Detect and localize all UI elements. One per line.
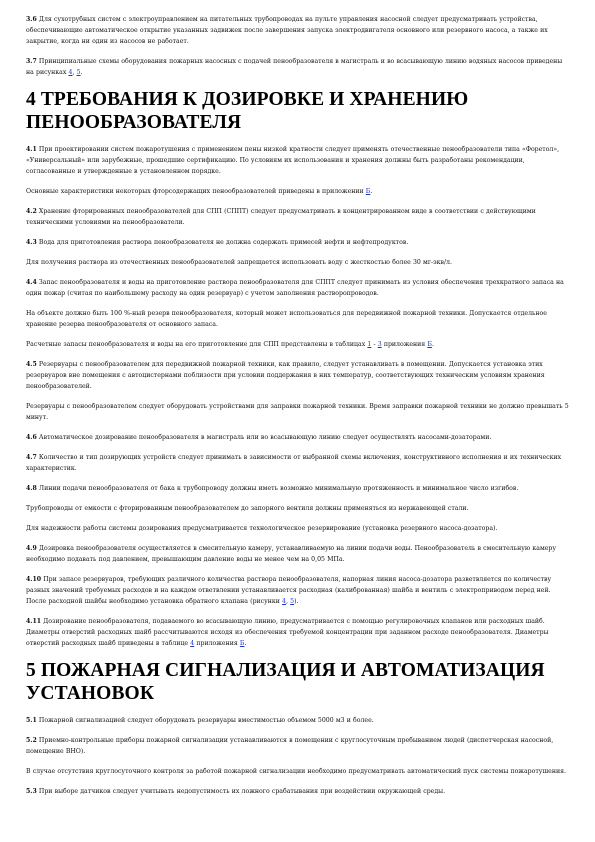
paragraph bbox=[26, 523, 569, 534]
paragraph-text: Дозирование пенообразователя, подаваемого во всасывающую линию, предусматривается с помощью регулировочных клапанов или расходных шайб. Диаметры отверстий расходных шайб рассчитываются исходя из обеспечения требуемой концентрации при заданном расходе пенообразователя. Диаметры отверстий расходных шайб приведены в таблице bbox=[26, 618, 549, 647]
section-heading-4: 4 ТРЕБОВАНИЯ К ДОЗИРОВКЕ И ХРАНЕНИЮ ПЕНООБРАЗОВАТЕЛЯ bbox=[26, 89, 469, 133]
clause-number: 4.3 bbox=[26, 239, 37, 246]
paragraph bbox=[26, 616, 569, 649]
paragraph bbox=[26, 56, 569, 78]
clause-number: 3.7 bbox=[26, 58, 37, 65]
reference-link[interactable]: 1 bbox=[367, 341, 372, 348]
clause-number: 4.10 bbox=[26, 576, 42, 583]
separator-text: , bbox=[285, 598, 291, 605]
paragraph-text: Количество и тип дозирующих устройств следует принимать в зависимости от выбранной схемы включения, конструктивного исполнения и их технических характеристик. bbox=[26, 454, 562, 472]
paragraph-text: . bbox=[370, 188, 373, 195]
paragraph-text: Автоматическое дозирование пенообразователя в магистраль или во всасывающую линию следует осуществлять насосами-дозаторами. bbox=[36, 434, 492, 441]
paragraph bbox=[26, 432, 569, 443]
separator-text: - bbox=[371, 341, 378, 348]
paragraph bbox=[26, 339, 569, 350]
paragraph bbox=[26, 574, 569, 607]
paragraph bbox=[26, 277, 569, 299]
paragraph-text: При проектировании систем пожаротушения с применением пены низкой кратности следует применять отечественные пенообразователи типа «Форетол», «Универсальный» или зарубежные, прошедшие сертификацию. По условиям их использования и хранения должны быть разработаны рекомендации, согласованные и утвержденные в установленном порядке. bbox=[26, 146, 560, 175]
clause-number: 5.3 bbox=[26, 788, 37, 795]
paragraph-text: При запасе резервуаров, требующих различного количества раствора пенообразователя, напорная линия насоса-дозатора разветвляется по количеству разных значений требуемых расходов и на каждом ответвлении устанавливается расходная (калиброванная) шайба и вентиль с электроприводом перед ней. После расходной шайбы необходимо установка обратного клапана (рисунки bbox=[26, 576, 552, 605]
paragraph bbox=[26, 735, 569, 757]
separator-text: , bbox=[72, 69, 77, 76]
reference-link[interactable]: 4 bbox=[282, 598, 286, 605]
reference-link[interactable]: 5 bbox=[76, 69, 81, 76]
paragraph-text: . bbox=[80, 69, 83, 76]
paragraph bbox=[26, 401, 569, 423]
paragraph-text: Для получения раствора из отечественных пенообразователей запрещается использовать воду с жесткостью более 30 мг-экв/л. bbox=[26, 259, 452, 266]
reference-link[interactable]: 4 bbox=[68, 69, 73, 76]
clause-number: 4.11 bbox=[26, 618, 42, 625]
clause-number: 4.9 bbox=[26, 545, 37, 552]
paragraph bbox=[26, 237, 569, 248]
paragraph-text: Для надежности работы системы дозирования предусматривается технологическое резервирование (установка резервного насоса-дозатора). bbox=[26, 525, 498, 532]
paragraph-text: приложения bbox=[381, 341, 428, 348]
paragraph-text: Хранение фторированных пенообразователей для СПП (СППТ) следует предусматривать в концентрированном виде в соответствии с действующими техническими условиями на пенообразователи. bbox=[26, 208, 536, 226]
paragraph-text: . bbox=[431, 341, 434, 348]
paragraph bbox=[26, 483, 569, 494]
paragraph-text: Линии подачи пенообразователя от бака к трубопроводу должны иметь возможно минимальную протяженность и минимальное число изгибов. bbox=[36, 485, 519, 492]
clause-number: 4.1 bbox=[26, 146, 37, 153]
paragraph bbox=[26, 144, 569, 177]
paragraph bbox=[26, 786, 569, 797]
paragraph-text: ). bbox=[294, 598, 299, 605]
reference-link[interactable]: 5 bbox=[290, 598, 295, 605]
paragraph-text: Трубопроводы от емкости с фторированным пенообразователем до запорного вентиля должны применяться из нержавеющей стали. bbox=[26, 505, 469, 512]
paragraph-text: . bbox=[244, 640, 247, 647]
paragraph bbox=[26, 206, 569, 228]
paragraph-text: Для сухотрубных систем с электроуправлением на питательных трубопроводах на пульте управления насосной следует предусматривать устройства, обеспечивающие автоматическое открытие указанных задвижек после завершения запуска электродвигателя основного или резервного насоса, а также их закрытие, когда ни один из насосов не работает. bbox=[26, 16, 548, 45]
paragraph bbox=[26, 452, 569, 474]
paragraph bbox=[26, 308, 569, 330]
reference-link[interactable]: 3 bbox=[377, 341, 382, 348]
paragraph-text: Приемно-контрольные приборы пожарной сигнализации устанавливаются в помещении с круглосуточным пребыванием людей (диспетчерская насосной, помещение ВНО). bbox=[26, 737, 554, 755]
clause-number: 5.1 bbox=[26, 717, 37, 724]
reference-link[interactable]: Б bbox=[427, 341, 432, 348]
clause-number: 4.7 bbox=[26, 454, 37, 461]
paragraph bbox=[26, 543, 569, 565]
reference-link[interactable]: Б bbox=[365, 188, 371, 195]
clause-number: 4.2 bbox=[26, 208, 37, 215]
paragraph-text: Пожарной сигнализацией следует оборудовать резервуары вместимостью объемом 5000 м3 и более. bbox=[36, 717, 374, 724]
paragraph bbox=[26, 257, 569, 268]
section-heading-5: 5 ПОЖАРНАЯ СИГНАЛИЗАЦИЯ И АВТОМАТИЗАЦИЯ УСТАНОВОК bbox=[26, 660, 545, 704]
paragraph bbox=[26, 766, 569, 777]
paragraph-text: В случае отсутствия круглосуточного контроля за работой пожарной сигнализации необходимо предусматривать автоматический пуск системы пожаротушения. bbox=[26, 768, 566, 775]
paragraph-text: При выборе датчиков следует учитывать недопустимость их ложного срабатывания при воздействии окружающей среды. bbox=[36, 788, 446, 795]
paragraph-text: Расчетные запасы пенообразователя и воды на его приготовление для СПП представлены в таблицах bbox=[26, 341, 368, 348]
clause-number: 3.6 bbox=[26, 16, 37, 23]
paragraph-text: приложения bbox=[194, 640, 240, 647]
paragraph bbox=[26, 359, 569, 392]
paragraph-text: Дозировка пенообразователя осуществляется в смесительную камеру, устанавливаемую на линии подачи воды. Пенообразователь в смесительную камеру необходимо подавать под давлением, превышающим давление воды не менее чем на 0,05 МПа. bbox=[26, 545, 557, 563]
clause-number: 4.4 bbox=[26, 279, 37, 286]
paragraph-text: Резервуары с пенообразователем для передвижной пожарной техники, как правило, следует устанавливать в помещении. Допускается установка этих резервуаров вне помещения с автоцистернами поблизости при условии поддержания в них температур, соответствующих техническим условиям хранения пенообразователей. bbox=[26, 361, 545, 390]
clause-number: 4.5 bbox=[26, 361, 37, 368]
reference-link[interactable]: Б bbox=[239, 640, 245, 647]
paragraph-text: Принципиальные схемы оборудования пожарных насосных с подачей пенообразователя в магистраль и во всасывающую линию водяных насосов приведены на рисунках bbox=[26, 58, 563, 76]
paragraph-text: На объекте должно быть 100 %-ный резерв пенообразователя, который может использоваться для передвижной пожарной техники. Допускается отдельное хранение резерва пенообразователя от основного запаса. bbox=[26, 310, 547, 328]
clause-number: 4.6 bbox=[26, 434, 37, 441]
paragraph bbox=[26, 503, 569, 514]
paragraph-text: Резервуары с пенообразователем следует оборудовать устройствами для заправки пожарной техники. Время заправки пожарной техники не должно превышать 5 минут. bbox=[26, 403, 569, 421]
paragraph-text: Основные характеристики некоторых фторсодержащих пенообразователей приведены в приложении bbox=[26, 188, 366, 195]
paragraph bbox=[26, 715, 569, 726]
reference-link[interactable]: 4 bbox=[190, 640, 195, 647]
clause-number: 4.8 bbox=[26, 485, 37, 492]
paragraph bbox=[26, 14, 569, 47]
paragraph bbox=[26, 186, 569, 197]
paragraph-text: Вода для приготовления раствора пенообразователя не должна содержать примесей нефти и нефтепродуктов. bbox=[36, 239, 409, 246]
clause-number: 5.2 bbox=[26, 737, 37, 744]
paragraph-text: Запас пенообразователя и воды на приготовление раствора пенообразователя для СППТ следует принимать из условия обеспечения трехкратного запаса на один пожар (считая по наибольшему расходу на один резервуар) с учетом заполнения растворопроводов. bbox=[26, 279, 564, 297]
